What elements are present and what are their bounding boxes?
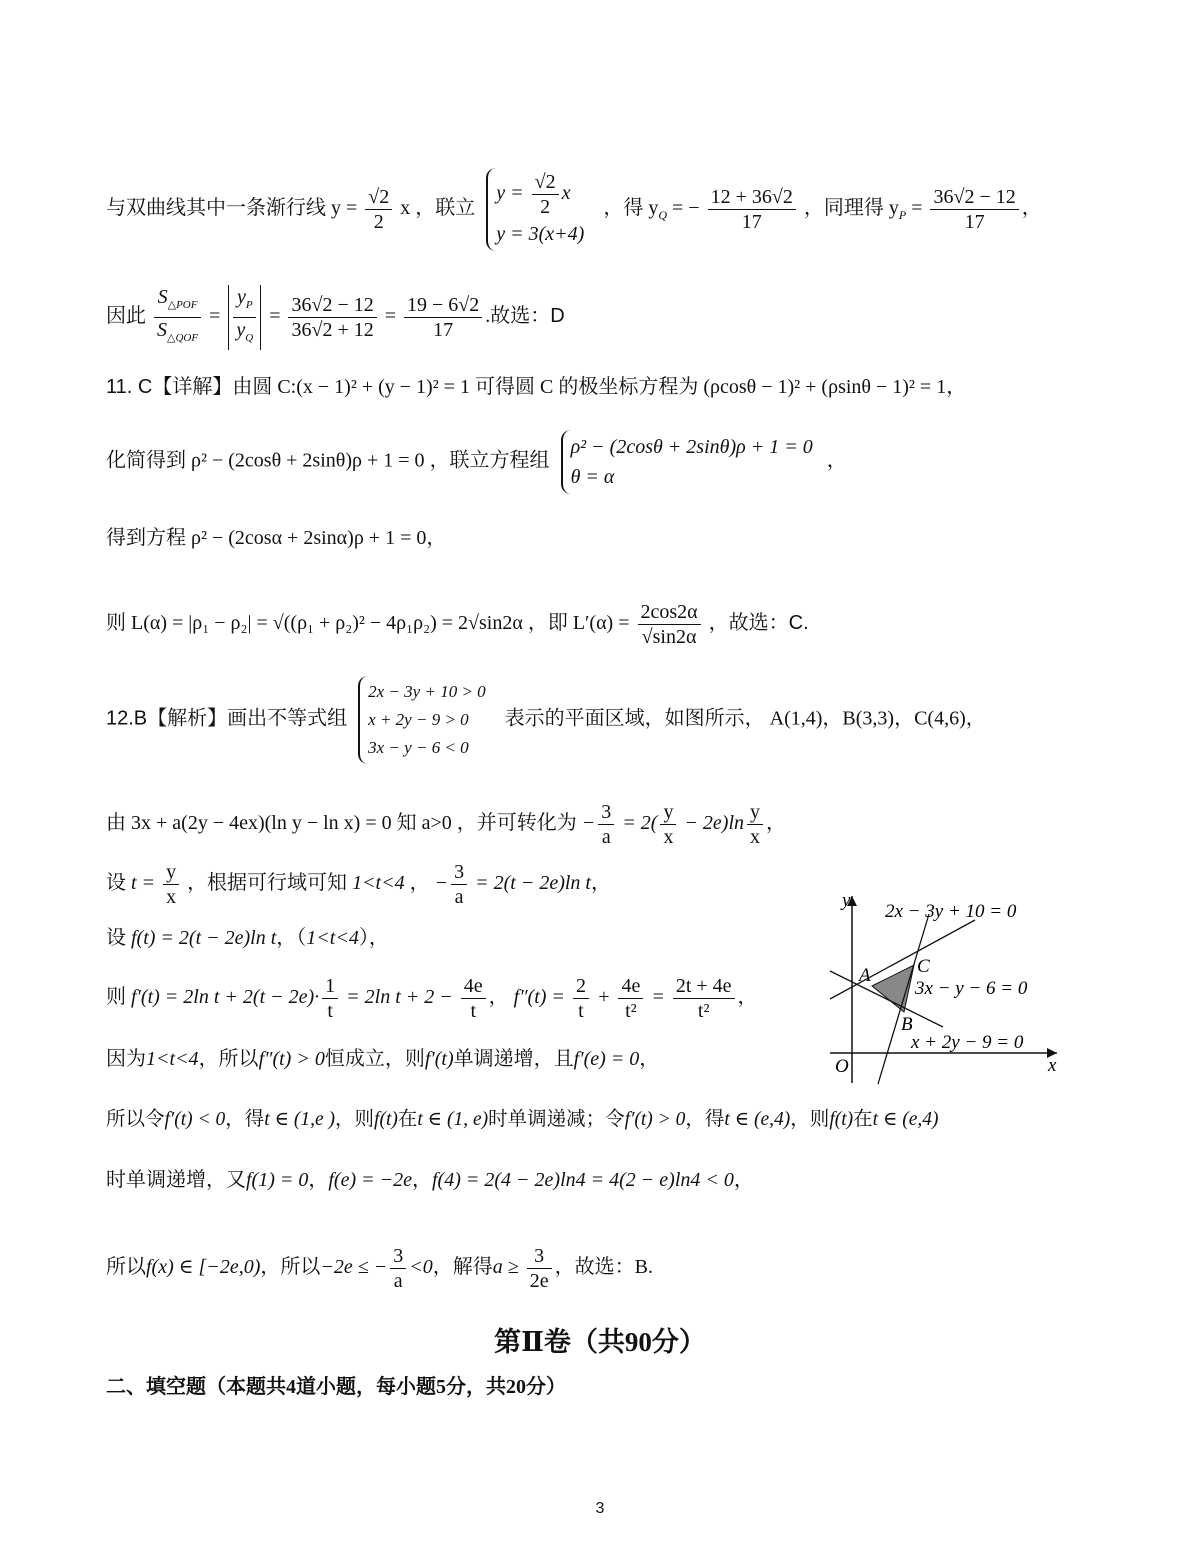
math: x [400, 197, 411, 220]
line-3: 11. C【详解】由圆 C:(x − 1)² + (y − 1)² = 1 可得圆 C 的极坐标方程为 (ρcosθ − 1)² + (ρsinθ − 1)² = 1， [106, 376, 967, 398]
line-15: 所以f(x) ∈ [−2e,0)，所以−2e ≤ − $\frac{3}{a}$ <0，解得a ≥ $\frac{3}{2e}$ ，故选：B. [106, 1245, 653, 1292]
fraction: $\frac{2\cos 2\alpha}{√\sin 2\alpha}$ [638, 600, 701, 649]
line-12: 因为1<t<4，所以f″(t) > 0恒成立，则f′(t)单调递增，且f′(e) = 0， [106, 1048, 660, 1070]
line-9: 设 t = $\frac{y}{x}$ ，根据可行域可知 1<t<4 ， − $\frac{3}{a}$ = 2(t − 2e)ln t， [106, 861, 611, 908]
equation-system: ρ² − (2cosθ + 2sinθ)ρ + 1 = 0 θ = α [561, 430, 821, 494]
line-14: 时单调递增，又f(1) = 0，f(e) = −2e，f(4) = 2(4 − 2e)ln4 = 4(2 − e)ln4 < 0， [106, 1169, 754, 1191]
text: 与双曲线其中一条渐行线 [106, 197, 326, 220]
text: ，同理得 [803, 197, 884, 220]
line2-label: 3x − y − 6 = 0 [915, 978, 1028, 999]
x-axis-label: x [1048, 1055, 1057, 1076]
fraction: $\frac{19 - 6√2}{17}$ [404, 293, 482, 342]
question-number: 12.B [106, 707, 148, 730]
math: y = [331, 197, 363, 220]
feasible-region-figure [825, 888, 1065, 1088]
section-subtitle: 二、填空题（本题共4道小题，每小题5分，共20分） [106, 1376, 566, 1398]
equation-system: y = $\frac{√2}{2}$ x y = 3(x+4) [486, 168, 592, 251]
text: ，得 [603, 197, 644, 220]
answer: D [550, 305, 565, 328]
point-b-label: B [901, 1014, 913, 1035]
y-axis-label: y [842, 890, 851, 911]
equation-system: 2x − 3y + 10 > 0 x + 2y − 9 > 0 3x − y − 6 < 0 [358, 676, 494, 764]
line1-label: 2x − 3y + 10 = 0 [885, 901, 1017, 922]
answer: C. [788, 612, 809, 635]
line-7: 12.B【解析】画出不等式组 2x − 3y + 10 > 0 x + 2y − 9 > 0 3x − y − 6 < 0 表示的平面区域，如图所示， A(1,4)，B(3,3)，C(4,6)， [106, 676, 986, 764]
question-number: 11. C [106, 376, 153, 398]
line-4: 化简得到 ρ² − (2cosθ + 2sinθ)ρ + 1 = 0 ，联立方程组 ρ² − (2cosθ + 2sinθ)ρ + 1 = 0 θ = α ， [106, 430, 847, 494]
absolute-value: $\frac{y_P}{y_Q}$ [228, 285, 261, 350]
fraction: $\frac{12 + 36√2}{17}$ [708, 185, 796, 234]
page-number: 3 [595, 1500, 605, 1517]
line-2: 因此 $\frac{S_{\triangle POF}}{S_{\triangle QOF}}$ = $\frac{y_P}{y_Q}$ = $\frac{36√2 - 12}{36√2 + 12}$ = $\frac{19 - 6√2}{17}$ .故选：D [106, 285, 565, 350]
point-c-label: C [917, 956, 930, 977]
line3-label: x + 2y − 9 = 0 [911, 1032, 1024, 1053]
point-a-label: A [859, 965, 871, 986]
line-8: 由 3x + a(2y − 4ex)(ln y − ln x) = 0 知 a>0 ，并可转化为 − $\frac{3}{a}$ = 2( $\frac{y}{x}$ − 2e)ln $\frac{y}{x}$ ， [106, 801, 787, 848]
text: ，联立 [415, 197, 476, 220]
fraction: $\frac{36√2 - 12}{17}$ [930, 185, 1018, 234]
origin-label: O [835, 1056, 849, 1077]
fraction: $\frac{36√2 - 12}{36√2 + 12}$ [288, 293, 376, 342]
line-11: 则 f′(t) = 2ln t + 2(t − 2e)· $\frac{1}{t}$ = 2ln t + 2 − $\frac{4e}{t}$ ， f″(t) = $\frac{2}{t}$ + $\frac{4e}{\text{t²}}$ = $\frac{2t + 4e}{\text{t²}}$ ， [106, 975, 758, 1022]
section-title: 第Ⅱ卷（共90分） [494, 1327, 706, 1357]
fraction: $\frac{S_{\triangle POF}}{S_{\triangle QOF}}$ [154, 285, 201, 350]
fraction: $\frac{√2}{2}$ [365, 185, 392, 234]
line-5: 得到方程 ρ² − (2cosα + 2sinα)ρ + 1 = 0， [106, 527, 447, 549]
line-1: 与双曲线其中一条渐行线 y = $\frac{√2}{2}$ x ，联立 y = $\frac{√2}{2}$ x y = 3(x+4) ，得 $y_Q$ = − $\frac{12 + 36√2}{17}$ ，同理得 $y_P$ = $\frac{36√2 - 12}{17}$ ， [106, 168, 1042, 251]
line-10: 设 f(t) = 2(t − 2e)ln t，（1<t<4）， [106, 927, 389, 949]
line-6: 则 L(α) = |ρ₁ − ρ₂| = √((ρ₁ + ρ₂)² − 4ρ₁ρ₂) = 2√sin2α ，即 L′(α) = $\frac{2\cos 2\alpha}{√\sin 2\alpha}$ ，故选：C. [106, 601, 809, 648]
text: 因此 [106, 305, 146, 328]
line-13: 所以令f′(t) < 0，得t ∈ (1,e )，则f(t)在t ∈ (1, e)时单调递减；令f′(t) > 0，得t ∈ (e,4)，则f(t)在t ∈ (e,4) [106, 1109, 939, 1130]
